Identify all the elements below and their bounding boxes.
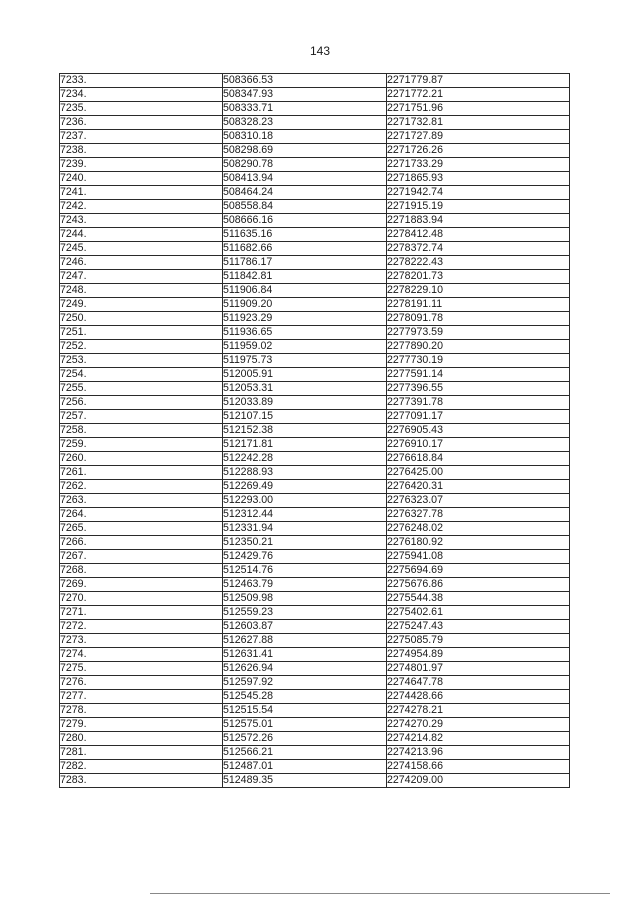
x-coordinate-cell: 512597.92 — [223, 676, 387, 690]
y-coordinate-cell: 2275676.86 — [387, 578, 570, 592]
x-coordinate-cell: 512269.49 — [223, 480, 387, 494]
point-number-cell: 7269. — [60, 578, 223, 592]
y-coordinate-cell: 2276323.07 — [387, 494, 570, 508]
y-coordinate-cell: 2271915.19 — [387, 200, 570, 214]
table-row — [60, 242, 570, 256]
table-row — [60, 592, 570, 606]
y-coordinate-cell: 2278191.11 — [387, 298, 570, 312]
point-number-cell: 7274. — [60, 648, 223, 662]
table-row — [60, 354, 570, 368]
table-row — [60, 312, 570, 326]
x-coordinate-cell: 512575.01 — [223, 718, 387, 732]
point-number-cell: 7281. — [60, 746, 223, 760]
y-coordinate-cell: 2276910.17 — [387, 438, 570, 452]
point-number-cell: 7236. — [60, 116, 223, 130]
point-number-cell: 7237. — [60, 130, 223, 144]
y-coordinate-cell: 2277591.14 — [387, 368, 570, 382]
x-coordinate-cell: 512242.28 — [223, 452, 387, 466]
x-coordinate-cell: 511635.16 — [223, 228, 387, 242]
table-row — [60, 774, 570, 788]
y-coordinate-cell: 2271883.94 — [387, 214, 570, 228]
x-coordinate-cell: 512171.81 — [223, 438, 387, 452]
y-coordinate-cell: 2276905.43 — [387, 424, 570, 438]
table-row — [60, 102, 570, 116]
point-number-cell: 7262. — [60, 480, 223, 494]
x-coordinate-cell: 511909.20 — [223, 298, 387, 312]
point-number-cell: 7276. — [60, 676, 223, 690]
y-coordinate-cell: 2278372.74 — [387, 242, 570, 256]
table-row — [60, 298, 570, 312]
x-coordinate-cell: 512312.44 — [223, 508, 387, 522]
table-row — [60, 704, 570, 718]
point-number-cell: 7254. — [60, 368, 223, 382]
x-coordinate-cell: 512566.21 — [223, 746, 387, 760]
y-coordinate-cell: 2274954.89 — [387, 648, 570, 662]
y-coordinate-cell: 2276327.78 — [387, 508, 570, 522]
table-row — [60, 172, 570, 186]
x-coordinate-cell: 508298.69 — [223, 144, 387, 158]
y-coordinate-cell: 2275941.08 — [387, 550, 570, 564]
point-number-cell: 7243. — [60, 214, 223, 228]
x-coordinate-cell: 512350.21 — [223, 536, 387, 550]
table-row — [60, 466, 570, 480]
point-number-cell: 7239. — [60, 158, 223, 172]
y-coordinate-cell: 2275247.43 — [387, 620, 570, 634]
coordinate-table-body — [60, 74, 570, 788]
point-number-cell: 7253. — [60, 354, 223, 368]
x-coordinate-cell: 511975.73 — [223, 354, 387, 368]
point-number-cell: 7264. — [60, 508, 223, 522]
table-row — [60, 480, 570, 494]
point-number-cell: 7275. — [60, 662, 223, 676]
table-row — [60, 74, 570, 88]
x-coordinate-cell: 512489.35 — [223, 774, 387, 788]
table-row — [60, 270, 570, 284]
x-coordinate-cell: 512331.94 — [223, 522, 387, 536]
point-number-cell: 7233. — [60, 74, 223, 88]
point-number-cell: 7259. — [60, 438, 223, 452]
point-number-cell: 7266. — [60, 536, 223, 550]
x-coordinate-cell: 512515.54 — [223, 704, 387, 718]
y-coordinate-cell: 2271779.87 — [387, 74, 570, 88]
point-number-cell: 7235. — [60, 102, 223, 116]
y-coordinate-cell: 2271751.96 — [387, 102, 570, 116]
point-number-cell: 7272. — [60, 620, 223, 634]
x-coordinate-cell: 512627.88 — [223, 634, 387, 648]
y-coordinate-cell: 2278201.73 — [387, 270, 570, 284]
point-number-cell: 7261. — [60, 466, 223, 480]
y-coordinate-cell: 2274801.97 — [387, 662, 570, 676]
table-row — [60, 718, 570, 732]
x-coordinate-cell: 512626.94 — [223, 662, 387, 676]
page-bottom-line — [150, 893, 610, 894]
table-row — [60, 662, 570, 676]
y-coordinate-cell: 2275402.61 — [387, 606, 570, 620]
x-coordinate-cell: 512545.28 — [223, 690, 387, 704]
y-coordinate-cell: 2271865.93 — [387, 172, 570, 186]
table-row — [60, 508, 570, 522]
x-coordinate-cell: 512603.87 — [223, 620, 387, 634]
table-row — [60, 200, 570, 214]
table-row — [60, 438, 570, 452]
point-number-cell: 7244. — [60, 228, 223, 242]
x-coordinate-cell: 512429.76 — [223, 550, 387, 564]
y-coordinate-cell: 2278229.10 — [387, 284, 570, 298]
y-coordinate-cell: 2278412.48 — [387, 228, 570, 242]
y-coordinate-cell: 2274209.00 — [387, 774, 570, 788]
table-row — [60, 452, 570, 466]
x-coordinate-cell: 512005.91 — [223, 368, 387, 382]
point-number-cell: 7283. — [60, 774, 223, 788]
y-coordinate-cell: 2274270.29 — [387, 718, 570, 732]
x-coordinate-cell: 508366.53 — [223, 74, 387, 88]
table-row — [60, 88, 570, 102]
table-row — [60, 606, 570, 620]
table-row — [60, 578, 570, 592]
y-coordinate-cell: 2276618.84 — [387, 452, 570, 466]
x-coordinate-cell: 508347.93 — [223, 88, 387, 102]
y-coordinate-cell: 2276425.00 — [387, 466, 570, 480]
y-coordinate-cell: 2277091.17 — [387, 410, 570, 424]
x-coordinate-cell: 508290.78 — [223, 158, 387, 172]
table-row — [60, 340, 570, 354]
table-row — [60, 522, 570, 536]
table-row — [60, 676, 570, 690]
table-row — [60, 620, 570, 634]
point-number-cell: 7245. — [60, 242, 223, 256]
y-coordinate-cell: 2274213.96 — [387, 746, 570, 760]
point-number-cell: 7279. — [60, 718, 223, 732]
table-row — [60, 396, 570, 410]
table-row — [60, 410, 570, 424]
point-number-cell: 7251. — [60, 326, 223, 340]
point-number-cell: 7255. — [60, 382, 223, 396]
x-coordinate-cell: 511842.81 — [223, 270, 387, 284]
table-row — [60, 634, 570, 648]
table-row — [60, 256, 570, 270]
table-row — [60, 494, 570, 508]
table-row — [60, 732, 570, 746]
point-number-cell: 7282. — [60, 760, 223, 774]
y-coordinate-cell: 2276180.92 — [387, 536, 570, 550]
point-number-cell: 7280. — [60, 732, 223, 746]
point-number-cell: 7242. — [60, 200, 223, 214]
page-number: 143 — [309, 44, 331, 58]
table-row — [60, 158, 570, 172]
table-row — [60, 228, 570, 242]
y-coordinate-cell: 2271732.81 — [387, 116, 570, 130]
y-coordinate-cell: 2274158.66 — [387, 760, 570, 774]
x-coordinate-cell: 511906.84 — [223, 284, 387, 298]
y-coordinate-cell: 2271727.89 — [387, 130, 570, 144]
x-coordinate-cell: 512107.15 — [223, 410, 387, 424]
y-coordinate-cell: 2271726.26 — [387, 144, 570, 158]
y-coordinate-cell: 2271942.74 — [387, 186, 570, 200]
y-coordinate-cell: 2274647.78 — [387, 676, 570, 690]
point-number-cell: 7260. — [60, 452, 223, 466]
point-number-cell: 7247. — [60, 270, 223, 284]
point-number-cell: 7267. — [60, 550, 223, 564]
point-number-cell: 7265. — [60, 522, 223, 536]
point-number-cell: 7271. — [60, 606, 223, 620]
x-coordinate-cell: 511936.65 — [223, 326, 387, 340]
x-coordinate-cell: 512631.41 — [223, 648, 387, 662]
y-coordinate-cell: 2276248.02 — [387, 522, 570, 536]
table-row — [60, 326, 570, 340]
y-coordinate-cell: 2276420.31 — [387, 480, 570, 494]
x-coordinate-cell: 508666.16 — [223, 214, 387, 228]
x-coordinate-cell: 508464.24 — [223, 186, 387, 200]
x-coordinate-cell: 508310.18 — [223, 130, 387, 144]
table-row — [60, 690, 570, 704]
point-number-cell: 7252. — [60, 340, 223, 354]
y-coordinate-cell: 2271772.21 — [387, 88, 570, 102]
y-coordinate-cell: 2274278.21 — [387, 704, 570, 718]
x-coordinate-cell: 512288.93 — [223, 466, 387, 480]
point-number-cell: 7246. — [60, 256, 223, 270]
x-coordinate-cell: 508333.71 — [223, 102, 387, 116]
table-row — [60, 648, 570, 662]
x-coordinate-cell: 512293.00 — [223, 494, 387, 508]
point-number-cell: 7273. — [60, 634, 223, 648]
point-number-cell: 7250. — [60, 312, 223, 326]
table-row — [60, 368, 570, 382]
y-coordinate-cell: 2274428.66 — [387, 690, 570, 704]
y-coordinate-cell: 2278222.43 — [387, 256, 570, 270]
x-coordinate-cell: 511682.66 — [223, 242, 387, 256]
point-number-cell: 7234. — [60, 88, 223, 102]
y-coordinate-cell: 2271733.29 — [387, 158, 570, 172]
x-coordinate-cell: 508413.94 — [223, 172, 387, 186]
point-number-cell: 7258. — [60, 424, 223, 438]
y-coordinate-cell: 2278091.78 — [387, 312, 570, 326]
table-row — [60, 130, 570, 144]
table-row — [60, 564, 570, 578]
y-coordinate-cell: 2277890.20 — [387, 340, 570, 354]
point-number-cell: 7249. — [60, 298, 223, 312]
y-coordinate-cell: 2275694.69 — [387, 564, 570, 578]
x-coordinate-cell: 512463.79 — [223, 578, 387, 592]
point-number-cell: 7241. — [60, 186, 223, 200]
x-coordinate-cell: 512559.23 — [223, 606, 387, 620]
x-coordinate-cell: 512514.76 — [223, 564, 387, 578]
y-coordinate-cell: 2277730.19 — [387, 354, 570, 368]
point-number-cell: 7277. — [60, 690, 223, 704]
table-row — [60, 284, 570, 298]
table-row — [60, 116, 570, 130]
table-row — [60, 550, 570, 564]
table-row — [60, 424, 570, 438]
table-row — [60, 382, 570, 396]
y-coordinate-cell: 2275085.79 — [387, 634, 570, 648]
y-coordinate-cell: 2277396.55 — [387, 382, 570, 396]
x-coordinate-cell: 512053.31 — [223, 382, 387, 396]
x-coordinate-cell: 511786.17 — [223, 256, 387, 270]
table-row — [60, 536, 570, 550]
point-number-cell: 7270. — [60, 592, 223, 606]
table-row — [60, 746, 570, 760]
point-number-cell: 7240. — [60, 172, 223, 186]
table-row — [60, 760, 570, 774]
x-coordinate-cell: 512487.01 — [223, 760, 387, 774]
point-number-cell: 7248. — [60, 284, 223, 298]
x-coordinate-cell: 512572.26 — [223, 732, 387, 746]
point-number-cell: 7238. — [60, 144, 223, 158]
x-coordinate-cell: 512152.38 — [223, 424, 387, 438]
point-number-cell: 7263. — [60, 494, 223, 508]
y-coordinate-cell: 2277973.59 — [387, 326, 570, 340]
table-row — [60, 144, 570, 158]
table-row — [60, 214, 570, 228]
y-coordinate-cell: 2274214.82 — [387, 732, 570, 746]
x-coordinate-cell: 512509.98 — [223, 592, 387, 606]
coordinate-table — [59, 73, 570, 788]
point-number-cell: 7256. — [60, 396, 223, 410]
x-coordinate-cell: 511923.29 — [223, 312, 387, 326]
table-row — [60, 186, 570, 200]
x-coordinate-cell: 511959.02 — [223, 340, 387, 354]
point-number-cell: 7257. — [60, 410, 223, 424]
point-number-cell: 7268. — [60, 564, 223, 578]
y-coordinate-cell: 2277391.78 — [387, 396, 570, 410]
x-coordinate-cell: 512033.89 — [223, 396, 387, 410]
x-coordinate-cell: 508328.23 — [223, 116, 387, 130]
point-number-cell: 7278. — [60, 704, 223, 718]
x-coordinate-cell: 508558.84 — [223, 200, 387, 214]
y-coordinate-cell: 2275544.38 — [387, 592, 570, 606]
